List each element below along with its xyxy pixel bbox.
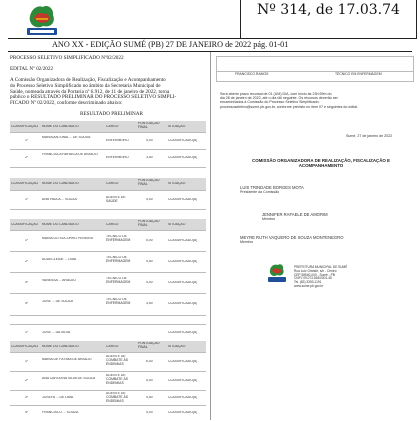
header-cell: CLASSIFICAÇÃO [11,223,39,226]
header-cell: CLASSIFICAÇÃO [11,125,39,128]
name-cell: MARIA ANTONIA ... DE SOUSA [42,136,91,139]
header-cell: CARGO [106,223,119,226]
cargo-cell: AGENTE DE COMBATE ÀS ENDEMIAS [106,355,128,366]
result-table-1 [10,121,206,167]
masthead-text: ANO XX - EDIÇÃO SUMÉ (PB) 27 DE JANEIRO de 2022 pág. 01-01 [52,40,289,49]
name-cell: ANA CAROLINA SILVA DE SOUZA [42,377,96,380]
signatory-role: Membro [262,217,276,222]
intro-line: FICADO Nº 02/2022, conforme descriminado abaixo: [10,100,123,107]
gazette-number-box [240,0,417,39]
header-cell: SITUAÇÃO [168,125,186,128]
class-cell: 1º [25,360,29,363]
table-row [10,272,206,294]
status-cell: CLASSIFICADO(A) [168,239,198,242]
class-cell: 2º [25,260,29,263]
points-cell: 5,00 [146,239,153,242]
signatory-name: LUIS TRINDADE BORGES MOTA [240,185,304,190]
cargo-cell: ENFERMEIRO [106,139,129,142]
name-cell: MARIA DO SOCORRO PEREIRA [42,237,93,240]
signatory-role: Membro [240,240,254,245]
points-cell: 4,00 [146,281,153,284]
name-cell: JOSÉ ... DA SILVA [42,331,71,334]
status-cell: CLASSIFICADO(A) [168,379,198,382]
notice-line: dia 28 de janeiro de 2022, até o dia útil seguinte. Os recursos deverão ser [220,96,338,101]
status-cell: CLASSIFICADO(A) [168,302,198,305]
class-cell: 3º [25,396,29,399]
class-cell: 4º [25,302,29,305]
process-title: PROCESSO SELETIVO SIMPLIFICADO Nº02/2022 [10,55,124,61]
footer-line: CNPJ 09.073.818/0001-45 [294,276,332,281]
points-cell: 4,00 [146,198,153,201]
carryover-name: FRANCISCO RAMOS [235,72,269,76]
footer-line: www.sume.pb.gov.br [294,283,324,288]
notice-line: processoseletivo@sume.pb.gov.br, conforme previsto no item 07 e seguintes do edital. [220,104,359,109]
class-cell: 3º [25,281,29,284]
footer-line: Rua Luiz Grande, s/n - Centro [294,268,337,273]
column-divider [210,52,211,420]
points-cell: 4,00 [146,139,153,142]
header-cell: SITUAÇÃO [168,182,186,185]
class-cell: 2º [25,156,29,159]
table-row [10,230,206,252]
table-row [10,324,206,341]
footer-logo [262,262,292,286]
signatory-role: Presidente da Comissão [240,190,280,195]
table-row [10,149,206,168]
cargo-cell: AGENTE DE COMBATE ÀS ENDEMIAS [106,374,128,385]
notice-line: encaminhados à Comissão do Processo Seletivo Simplificado: [220,100,320,105]
points-cell: 4,00 [146,411,153,414]
table-row [10,251,206,273]
cargo-cell: TÉCNICO DE ENFERMAGEM [106,277,131,284]
points-cell: 3,50 [146,156,153,159]
header-cell: PONTUAÇÃO FINAL [138,220,160,227]
cargo-cell: AGENTE DE SAÚDE [106,196,126,203]
class-cell: 1º [25,239,29,242]
name-cell: JOSÉ ... DE SOUZA [42,300,73,303]
header-cell: NOME DO CANDIDATO [42,125,79,128]
header-cell: CARGO [106,345,119,348]
name-cell: AUDECLEIDE ... LIMA [42,258,77,261]
header-cell: PONTUAÇÃO FINAL [138,122,160,129]
status-cell: CLASSIFICADO(A) [168,331,198,334]
name-cell: MARIA DE FÁTIMA DE ARAÚJO [42,358,92,361]
name-cell: VANESSA ... ARAÚJO [42,279,76,282]
class-cell: 1º [25,198,29,201]
status-cell: CLASSIFICADO(A) [168,260,198,263]
footer-line: CEP 58540-000 - Sumé - PB [294,272,335,277]
signatory-3 [240,236,410,244]
name-cell: FRANCISCO ... SOUZA [42,411,79,414]
class-cell: 1º [25,139,29,142]
header-cell: PONTUAÇÃO FINAL [138,342,160,349]
table-row [10,132,206,150]
header-cell: NOME DO CANDIDATO [42,223,79,226]
table-row [10,405,206,421]
gazette-number: Nº 314, de 17.03.74 [257,2,400,18]
appeal-notice [220,92,412,109]
header-cell: NOME DO CANDIDATO [42,345,79,348]
header-cell: PONTUAÇÃO FINAL [138,179,160,186]
intro-line: A Comissão Organizadora de Realização, Fiscalização e Acompanhamento [10,77,166,83]
result-table-4 [10,324,206,420]
table-row [10,352,206,372]
status-cell: CLASSIFICADO(A) [168,360,198,363]
header-cell: NOME DO CANDIDATO [42,182,79,185]
footer-line: PREFEITURA MUNICIPAL DE SUMÉ [294,265,348,269]
intro-line: Saúde, nomeada através da Portaria nº 6.912, de 11 de janeiro de 2022, torna [10,88,170,95]
points-cell: 6,00 [146,360,153,363]
name-cell: FRANCISCA RAFAELA DE ARAÚJO [42,153,98,156]
header-cell: SITUAÇÃO [168,223,186,226]
table-row [10,390,206,406]
status-cell: CLASSIFICADO(A) [168,156,198,159]
class-cell: 4º [25,411,29,414]
intro-line: público o RESULTADO PRELIMINAR DO PROCESSO SELETIVO SIMPLI- [10,94,177,101]
masthead-bar [8,38,412,52]
name-cell: ANA PAULA ... SOUZA [42,198,77,201]
points-cell: 4,50 [146,396,153,399]
header-cell: CLASSIFICAÇÃO [11,345,39,348]
signatory-name: JENNIFER RAFAELE DE AMORIM [262,212,328,217]
carryover-cargo: TÉCNICO EM ENFERMAGEM [335,72,382,76]
table-row [10,190,206,210]
header-cell: CARGO [106,182,119,185]
header-cell: CLASSIFICAÇÃO [11,182,39,185]
table-row [10,371,206,391]
status-cell: CLASSIFICADO(A) [168,411,198,414]
signatory-name: MEYRE RUTH VAQUERO DE SOUZA MONTENEGRO [240,235,344,240]
edital-number: EDITAL Nº 02/2022 [10,66,54,72]
date-line: Sumé, 27 de janeiro de 2022 [346,134,393,138]
section-title: RESULTADO PRELIMINAR [80,111,143,117]
intro-paragraph [10,78,206,107]
status-cell: CLASSIFICADO(A) [168,396,198,399]
class-cell: 1º [25,331,29,334]
commission-title [232,158,410,169]
header-cell: CARGO [106,125,119,128]
cargo-cell: TÉCNICO DE ENFERMAGEM [106,235,131,242]
cargo-cell: AGENTE DE COMBATE ÀS ENDEMIAS [106,392,128,403]
status-cell: CLASSIFICADO(A) [168,198,198,201]
status-cell: CLASSIFICADO(A) [168,281,198,284]
class-cell: 2º [25,379,29,382]
result-table-3 [10,219,206,314]
header-cell: SITUAÇÃO [168,345,186,348]
intro-line: do Processo Seletivo Simplificado no âmbito da Secretaria Municipal de [10,82,161,89]
signatory-1 [240,186,410,194]
cargo-cell: TÉCNICO DE ENFERMAGEM [106,256,131,263]
cargo-cell: ENFERMEIRO [106,156,129,159]
name-cell: JOSEFA ... DE LIMA [42,396,74,399]
cargo-cell: TÉCNICO DE ENFERMAGEM [106,298,131,305]
notice-line: Será aberto prazo recursal de 01 (UM) DIA, com início às 23h:59m do [220,92,332,96]
signatory-2 [262,213,412,221]
footer-line: Tel. (83) 3353-1191 [294,280,322,285]
result-table-2 [10,178,206,210]
table-row [10,293,206,316]
status-cell: CLASSIFICADO(A) [168,139,198,142]
commission-title-text: COMISSÃO ORGANIZADORA DE REALIZAÇÃO, FISCALIZAÇÃO E ACOMPANHAMENTO [252,158,390,169]
points-cell: 3,50 [146,302,153,305]
points-cell: 5,00 [146,379,153,382]
footer-address [294,266,412,289]
points-cell: 4,50 [146,260,153,263]
carryover-table-row [216,56,414,82]
